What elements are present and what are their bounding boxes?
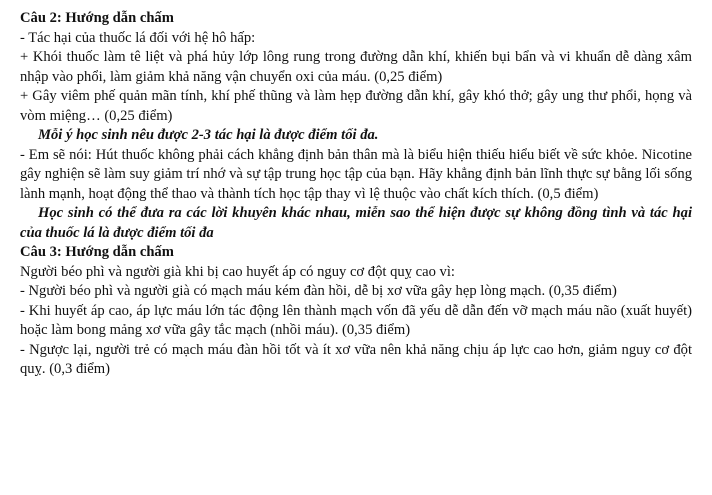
q3-point-1: - Người béo phì và người già có mạch máu kém đàn hồi, dễ bị xơ vữa gây hẹp lòng mạch. (0,35 điểm) (20, 283, 617, 299)
q2-heading: Câu 2: Hướng dẫn chấm (20, 10, 174, 26)
q2-answer: - Em sẽ nói: Hút thuốc không phải cách khẳng định bản thân mà là biểu hiện thiếu hiểu biết về sức khỏe. Nicotine gây nghiện sẽ làm suy giảm trí nhớ và sự tập trung học tập của bạn. Hãy khẳng định bản lĩnh thực sự bằng lối sống lành mạnh, hoạt động thể thao và thành tích học tập thay vì lệ thuộc vào chất kích thích. (0,5 điểm) (20, 146, 692, 202)
q3-point-2: - Khi huyết áp cao, áp lực máu lớn tác động lên thành mạch vốn đã yếu dễ dẫn đến vỡ mạch máu não (xuất huyết) hoặc làm bong mảng xơ vữa gây tắc mạch (nhồi máu). (0,35 điểm) (20, 302, 692, 338)
answer-key-document (20, 9, 692, 380)
q2-point-2: + Gây viêm phế quản mãn tính, khí phế thũng và làm hẹp đường dẫn khí, gây khó thở; gây ung thư phổi, họng và vòm miệng… (0,25 điểm) (20, 88, 692, 124)
q2-intro: - Tác hại của thuốc lá đối với hệ hô hấp: (20, 29, 256, 46)
q3-intro: Người béo phì và người già khi bị cao huyết áp có nguy cơ đột quỵ cao vì: (20, 263, 455, 280)
q2-grading-note-1: Mỗi ý học sinh nêu được 2-3 tác hại là được điểm tối đa. (38, 127, 379, 143)
q3-point-3: - Ngược lại, người trẻ có mạch máu đàn hồi tốt và ít xơ vữa nên khả năng chịu áp lực cao hơn, giảm nguy cơ đột quỵ. (0,3 điểm) (20, 341, 692, 377)
q2-grading-note-2: Học sinh có thể đưa ra các lời khuyên khác nhau, miễn sao thể hiện được sự không đồng tình và tác hại của thuốc lá là được điểm tối đa (20, 205, 692, 241)
q3-heading: Câu 3: Hướng dẫn chấm (20, 244, 174, 260)
q2-point-1: + Khói thuốc làm tê liệt và phá hủy lớp lông rung trong đường dẫn khí, khiến bụi bẩn và vi khuẩn dễ dàng xâm nhập vào phổi, làm giảm khả năng vận chuyển oxi của máu. (0,25 điểm) (20, 49, 692, 85)
